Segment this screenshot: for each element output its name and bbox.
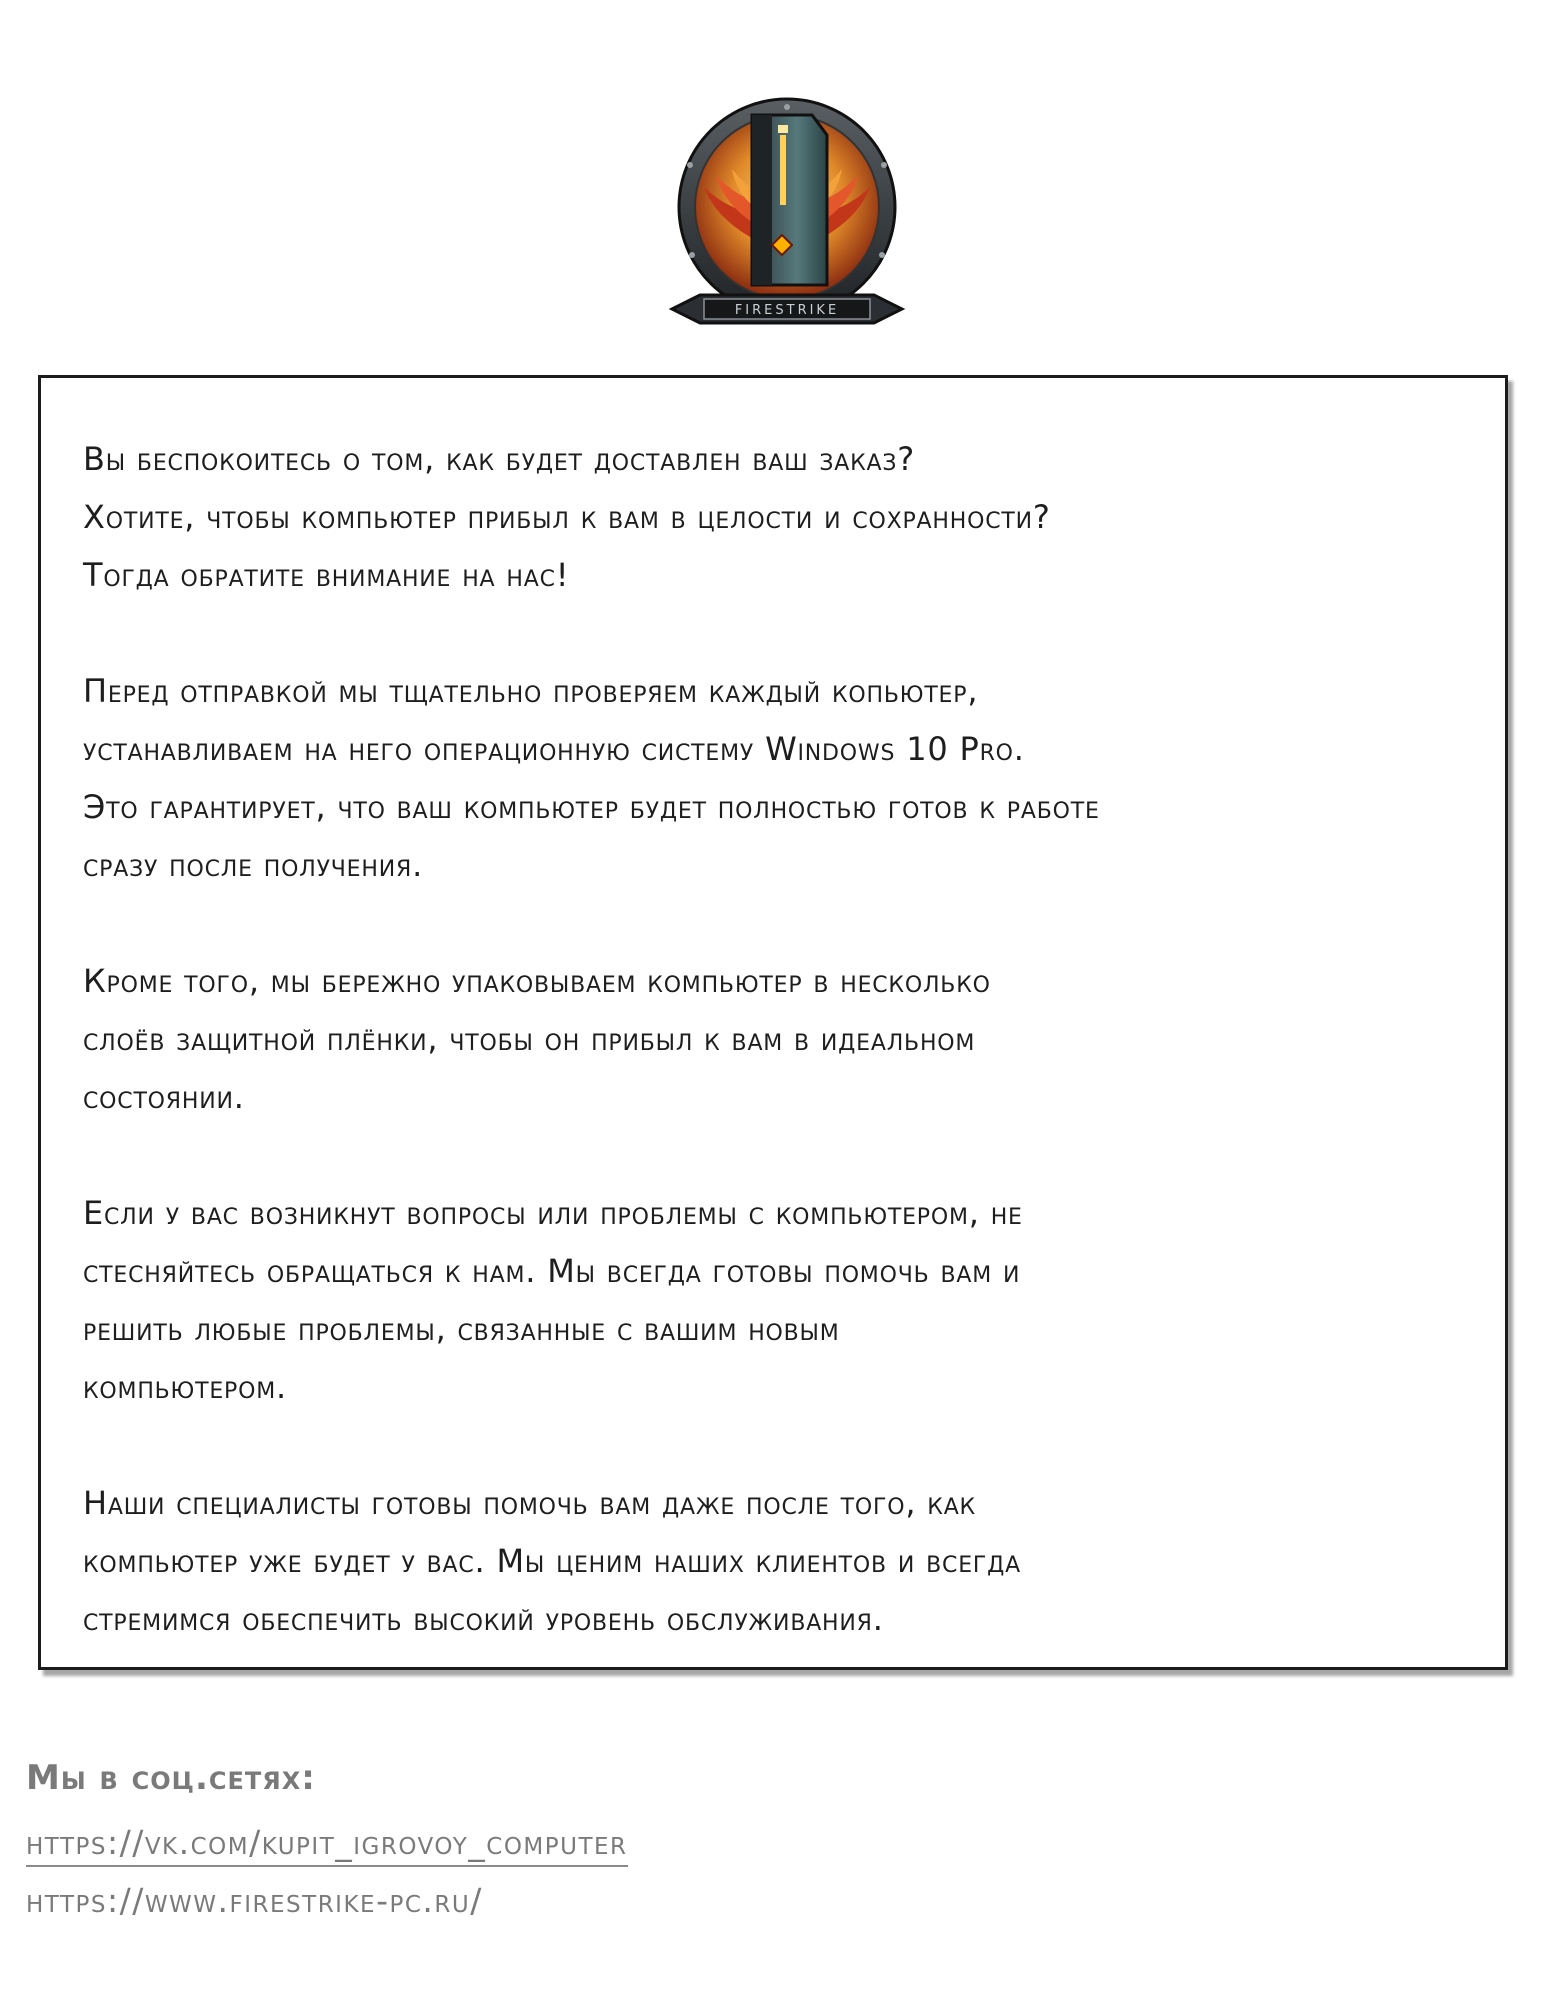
website-link[interactable]: https://www.firestrike-pc.ru/ (26, 1881, 483, 1920)
text-line: слоёв защитной плёнки, чтобы он прибыл к вам в идеальном (83, 1020, 976, 1058)
social-heading: Мы в соц.сетях: (26, 1758, 316, 1798)
text-line: Перед отправкой мы тщательно проверяем каждый копьютер, (83, 672, 979, 710)
text-line: Если у вас возникнут вопросы или проблемы с компьютером, не (83, 1194, 1023, 1232)
logo-wordmark: FIRESTRIKE (734, 303, 840, 318)
paragraph-specialists (83, 1474, 1465, 1648)
text-line: Хотите, чтобы компьютер прибыл к вам в целости и сохранности? (83, 498, 1051, 536)
firestrike-logo (652, 95, 922, 345)
social-section (26, 1755, 1026, 1937)
vk-link[interactable]: https://vk.com/kupit_igrovoy_computer (26, 1821, 628, 1867)
firestrike-logo-graphic (652, 95, 922, 345)
paragraph-delivery (83, 430, 1465, 604)
text-line: стремимся обеспечить высокий уровень обслуживания. (83, 1600, 884, 1638)
text-line: Кроме того, мы бережно упаковываем компьютер в несколько (83, 962, 991, 1000)
text-line: Тогда обратите внимание на нас! (83, 556, 570, 594)
text-line: Вы беспокоитесь о том, как будет доставлен ваш заказ? (83, 440, 916, 478)
text-line: устанавливаем на него операционную систему Windows 10 Pro. (83, 730, 1025, 768)
text-line: состоянии. (83, 1078, 245, 1116)
text-line: Это гарантирует, что ваш компьютер будет полностью готов к работе (83, 788, 1100, 826)
text-line: решить любые проблемы, связанные с вашим новым (83, 1310, 840, 1348)
paragraph-packing (83, 952, 1465, 1126)
info-text-box (38, 375, 1508, 1670)
text-line: компьютером. (83, 1368, 287, 1406)
text-line: компьютер уже будет у вас. Мы ценим наших клиентов и всегда (83, 1542, 1021, 1580)
paragraph-checking (83, 662, 1465, 894)
text-line: сразу после получения. (83, 846, 424, 884)
text-line: Наши специалисты готовы помочь вам даже после того, как (83, 1484, 976, 1522)
text-line: стесняйтесь обращаться к нам. Мы всегда готовы помочь вам и (83, 1252, 1021, 1290)
paragraph-support (83, 1184, 1465, 1416)
